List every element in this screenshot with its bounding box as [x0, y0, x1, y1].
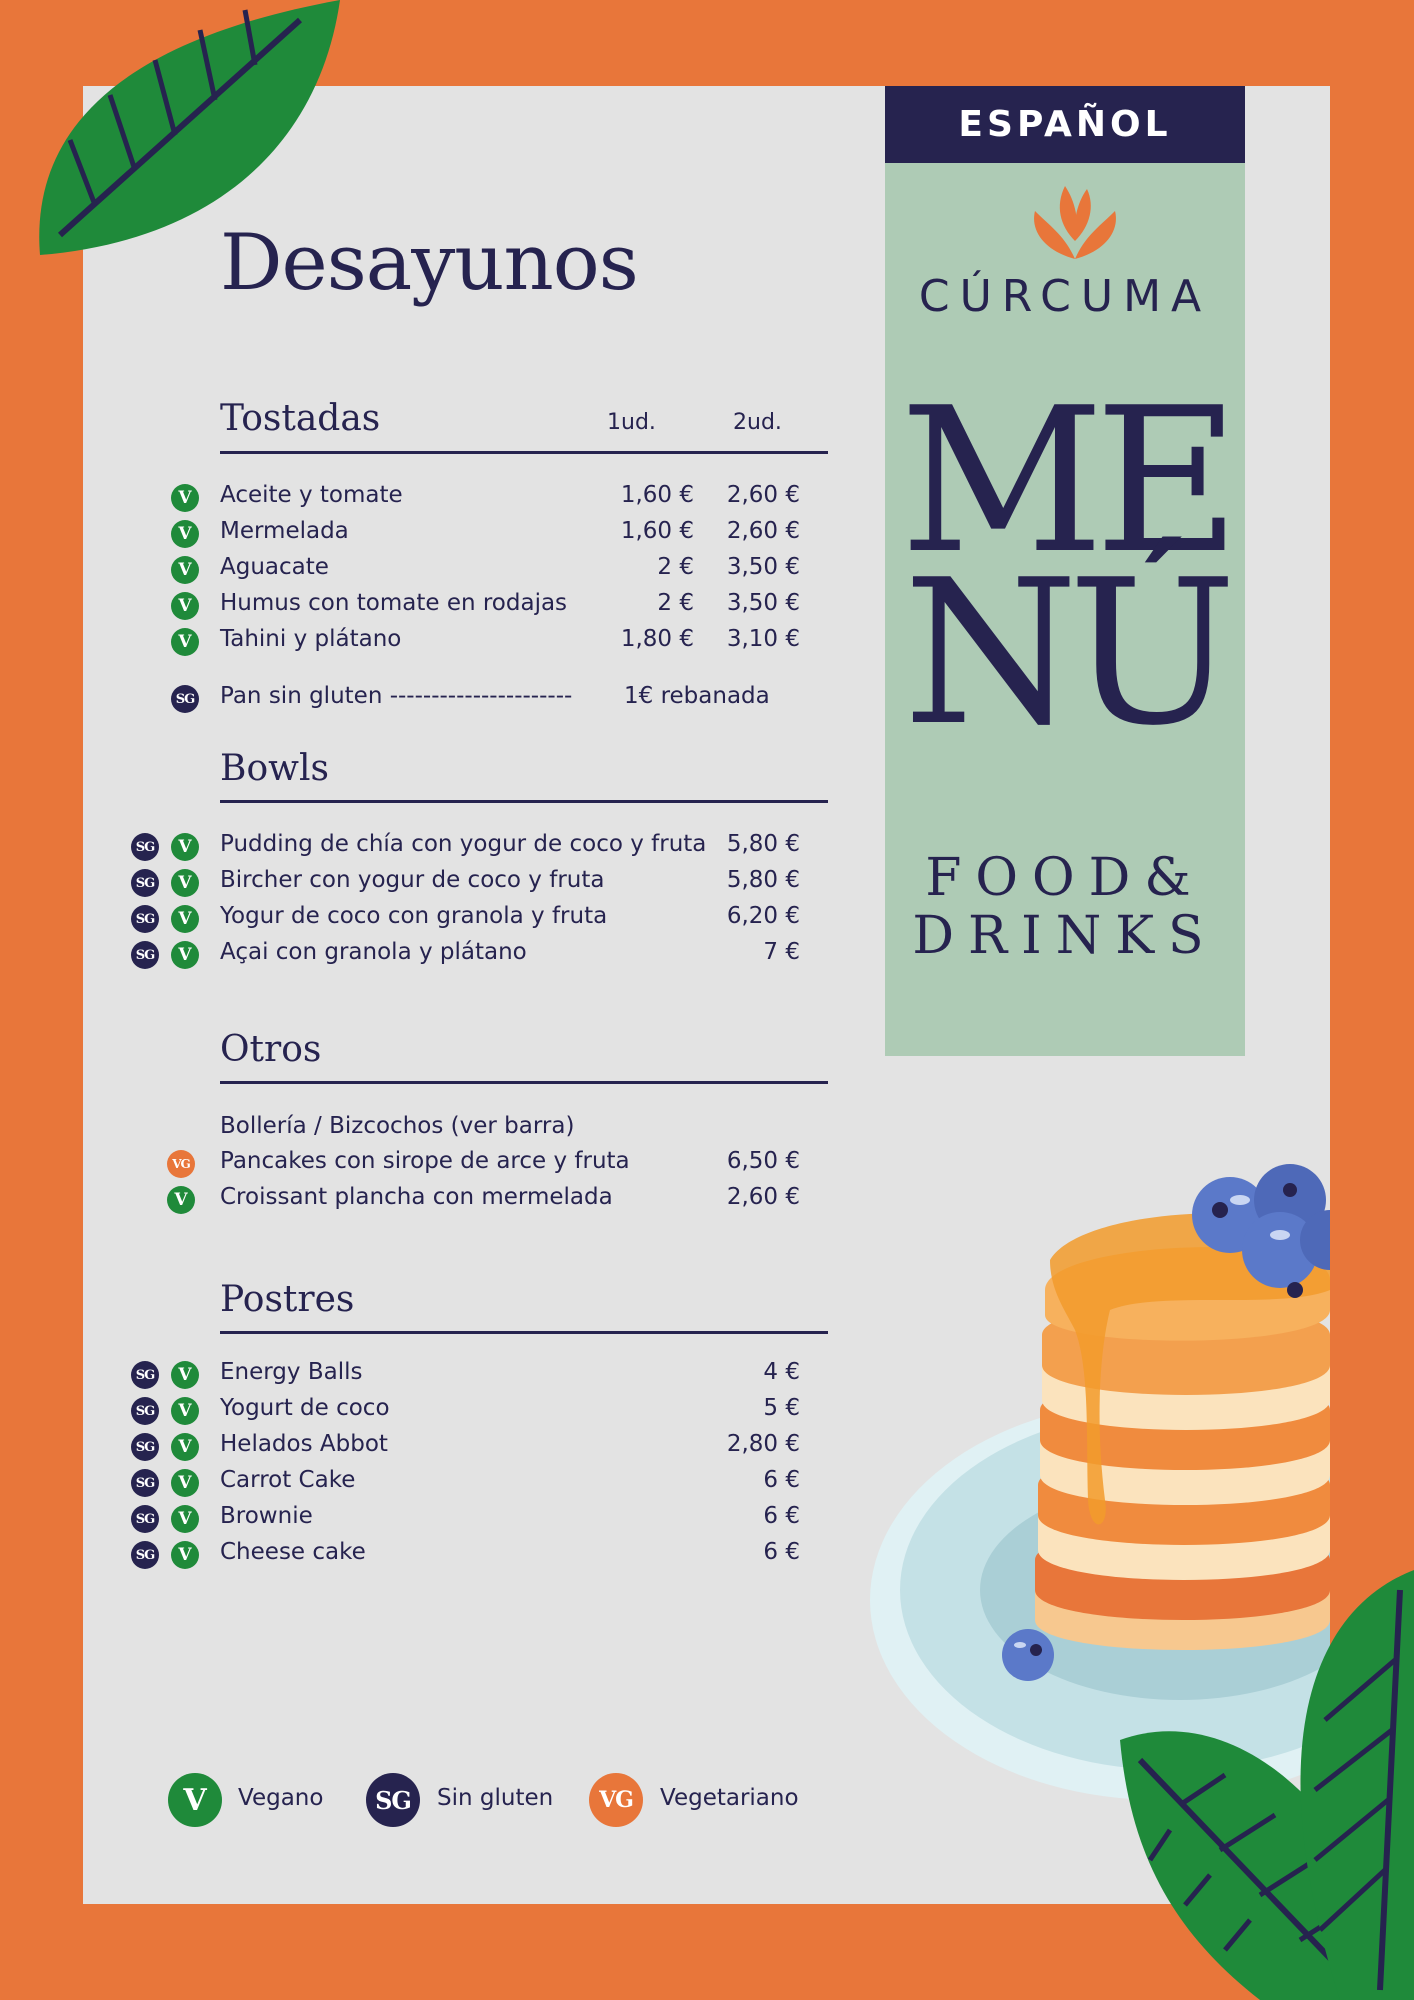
- gluten-free-badge: SG: [131, 1541, 159, 1569]
- menu-item-price-2ud: 3,10 €: [726, 626, 800, 652]
- vegan-badge: V: [171, 520, 199, 548]
- gluten-free-badge: SG: [131, 1361, 159, 1389]
- menu-item-price-1ud: 1,80 €: [620, 626, 694, 652]
- legend-vegan-badge: V: [168, 1773, 222, 1827]
- vegan-badge: V: [171, 628, 199, 656]
- section-title-postres: Postres: [220, 1279, 355, 1320]
- menu-item-name: Helados Abbot: [220, 1431, 388, 1457]
- tagline-line2: DRINKS: [912, 906, 1218, 966]
- vegan-badge: V: [171, 833, 199, 861]
- menu-item-name: Mermelada: [220, 518, 349, 544]
- page-title: Desayunos: [220, 218, 638, 308]
- gluten-free-badge: SG: [131, 941, 159, 969]
- menu-item-name: Tahini y plátano: [220, 626, 402, 652]
- legend-gluten-free-badge: SG: [366, 1773, 420, 1827]
- menu-item-name: Bircher con yogur de coco y fruta: [220, 867, 605, 893]
- column-header-2ud: 2ud.: [733, 410, 782, 435]
- language-label: ESPAÑOL: [885, 86, 1245, 163]
- tagline-line1: FOOD&: [925, 848, 1205, 908]
- menu-item-price-2ud: 3,50 €: [726, 590, 800, 616]
- menu-item-price-1ud: 2 €: [657, 554, 694, 580]
- menu-item-name: Energy Balls: [220, 1359, 363, 1385]
- section-rule: [220, 1081, 828, 1084]
- section-rule: [220, 1331, 828, 1334]
- menu-item-price-2ud: 3,50 €: [726, 554, 800, 580]
- menu-item-price: 6 €: [763, 1467, 800, 1493]
- vegan-badge: V: [171, 1361, 199, 1389]
- menu-item-price: 1€ rebanada: [624, 683, 770, 709]
- menu-item-price: 6 €: [763, 1503, 800, 1529]
- vegan-badge: V: [171, 484, 199, 512]
- vegan-badge: V: [171, 1505, 199, 1533]
- blueberry-icon: [1002, 1629, 1054, 1681]
- vegan-badge: V: [171, 592, 199, 620]
- menu-item-price: 2,60 €: [726, 1184, 800, 1210]
- legend-gluten-free-label: Sin gluten: [437, 1785, 554, 1811]
- curcuma-flower-icon: [1025, 181, 1125, 261]
- menu-item-name: Brownie: [220, 1503, 313, 1529]
- menu-item-name: Humus con tomate en rodajas: [220, 590, 568, 616]
- menu-item-price: 6,50 €: [726, 1148, 800, 1174]
- vegan-badge: V: [171, 905, 199, 933]
- gluten-free-badge: SG: [131, 869, 159, 897]
- gluten-free-badge: SG: [131, 1397, 159, 1425]
- gluten-free-badge: SG: [131, 833, 159, 861]
- column-header-1ud: 1ud.: [607, 410, 656, 435]
- section-title-tostadas: Tostadas: [220, 398, 381, 439]
- legend-vegetarian-badge: VG: [589, 1773, 643, 1827]
- leaf-icon: [1110, 1550, 1414, 2000]
- legend-vegan-label: Vegano: [238, 1785, 324, 1811]
- vegan-badge: V: [171, 1541, 199, 1569]
- menu-item-name: Aceite y tomate: [220, 482, 403, 508]
- menu-word-line2: NÚ: [903, 537, 1227, 770]
- section-title-bowls: Bowls: [220, 748, 329, 789]
- gluten-free-badge: SG: [131, 1469, 159, 1497]
- menu-item-name: Carrot Cake: [220, 1467, 356, 1493]
- section-rule: [220, 800, 828, 803]
- gluten-free-badge: SG: [131, 1505, 159, 1533]
- vegan-badge: V: [171, 941, 199, 969]
- gluten-free-badge: SG: [131, 1433, 159, 1461]
- menu-item-price: 5 €: [763, 1395, 800, 1421]
- menu-item-price-1ud: 1,60 €: [620, 518, 694, 544]
- vegan-badge: V: [171, 1433, 199, 1461]
- vegan-badge: V: [167, 1186, 195, 1214]
- menu-word-line1: ME: [899, 365, 1231, 598]
- menu-item-price: 4 €: [763, 1359, 800, 1385]
- vegan-badge: V: [171, 1469, 199, 1497]
- vegan-badge: V: [171, 869, 199, 897]
- menu-item-price-2ud: 2,60 €: [726, 518, 800, 544]
- menu-item-price-1ud: 2 €: [657, 590, 694, 616]
- vegan-badge: V: [171, 1397, 199, 1425]
- menu-item-name: Bollería / Bizcochos (ver barra): [220, 1113, 575, 1139]
- menu-item-name: Aguacate: [220, 554, 329, 580]
- menu-item-price: 6,20 €: [726, 903, 800, 929]
- menu-item-price: 5,80 €: [726, 831, 800, 857]
- vegetarian-badge: VG: [167, 1150, 195, 1178]
- menu-item-price-2ud: 2,60 €: [726, 482, 800, 508]
- menu-item-name: Yogurt de coco: [220, 1395, 390, 1421]
- menu-item-name: Pan sin gluten ----------------------: [220, 683, 573, 709]
- menu-item-price: 7 €: [763, 939, 800, 965]
- menu-item-price: 2,80 €: [726, 1431, 800, 1457]
- brand-logo-text: CÚRCUMA: [918, 271, 1212, 322]
- gluten-free-badge: SG: [171, 685, 199, 713]
- section-title-otros: Otros: [220, 1029, 322, 1070]
- menu-item-name: Pancakes con sirope de arce y fruta: [220, 1148, 630, 1174]
- menu-item-name: Açai con granola y plátano: [220, 939, 527, 965]
- section-rule: [220, 451, 828, 454]
- vegan-badge: V: [171, 556, 199, 584]
- brand-panel: [885, 86, 1245, 1056]
- menu-item-price: 5,80 €: [726, 867, 800, 893]
- gluten-free-badge: SG: [131, 905, 159, 933]
- menu-item-price-1ud: 1,60 €: [620, 482, 694, 508]
- menu-item-name: Cheese cake: [220, 1539, 366, 1565]
- menu-item-name: Yogur de coco con granola y fruta: [220, 903, 608, 929]
- menu-item-price: 6 €: [763, 1539, 800, 1565]
- legend-vegetarian-label: Vegetariano: [660, 1785, 799, 1811]
- menu-item-name: Croissant plancha con mermelada: [220, 1184, 613, 1210]
- menu-item-name: Pudding de chía con yogur de coco y fruta: [220, 831, 707, 857]
